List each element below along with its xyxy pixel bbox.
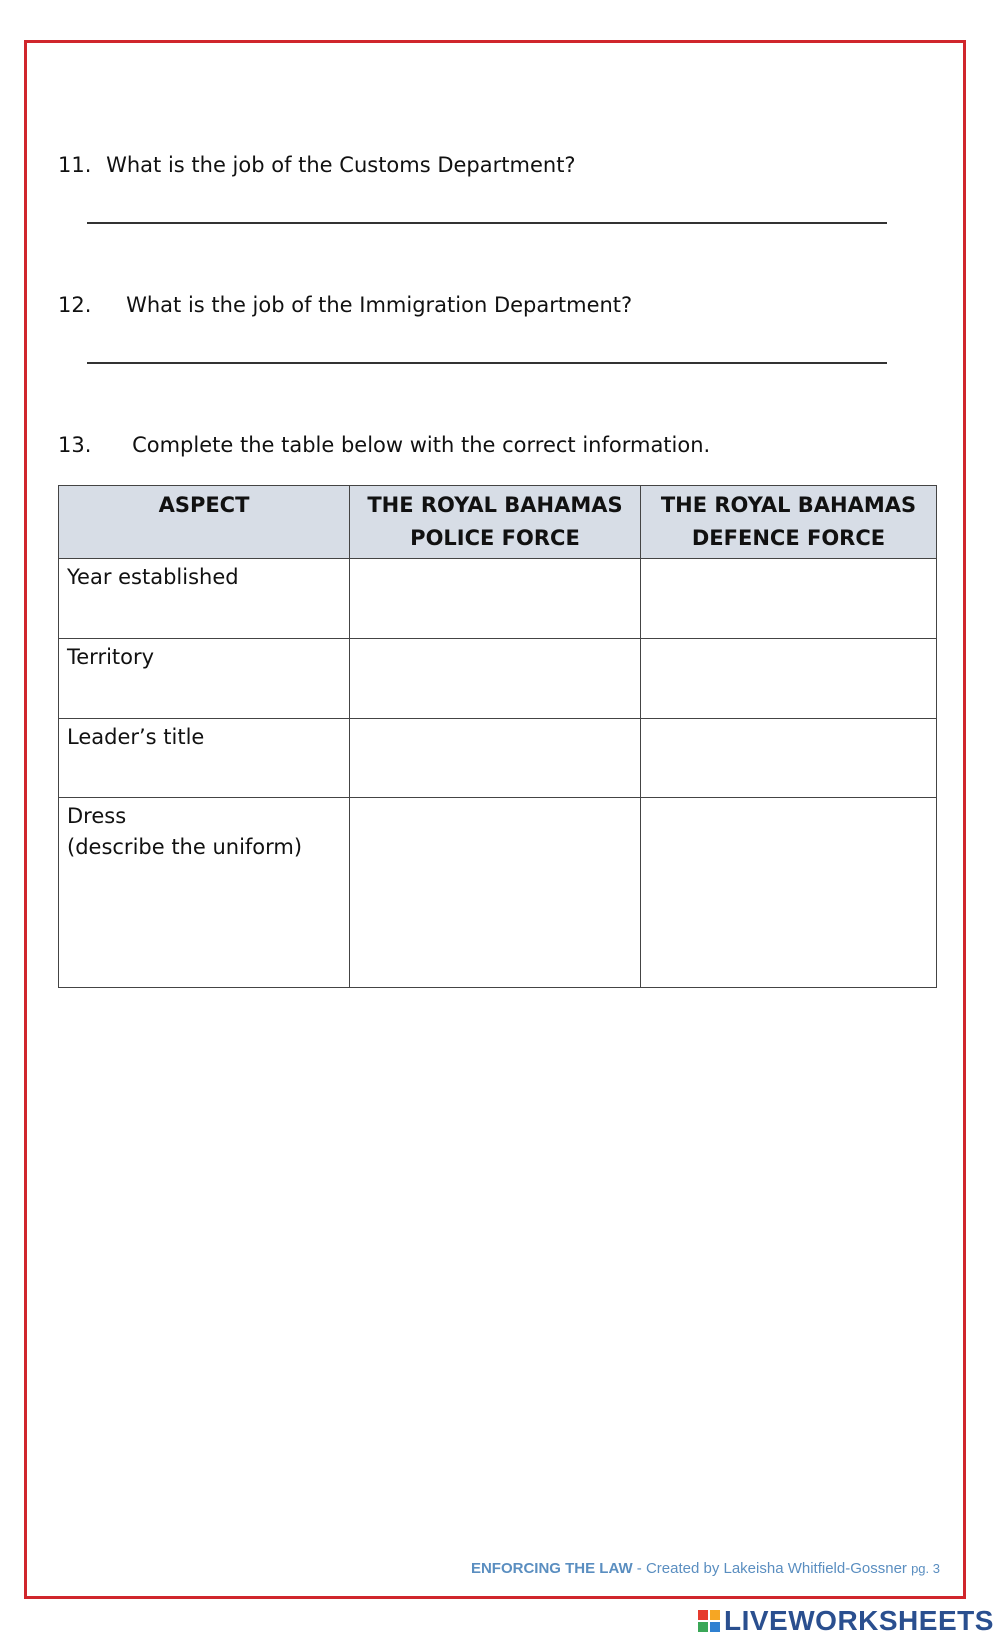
- answer-cell[interactable]: [350, 639, 641, 719]
- answer-cell[interactable]: [641, 798, 937, 988]
- table-row: [59, 559, 937, 639]
- question-text: Complete the table below with the correct information.: [132, 433, 711, 457]
- table-row: [59, 639, 937, 719]
- answer-cell[interactable]: [350, 798, 641, 988]
- brand-name: LIVEWORKSHEETS: [724, 1605, 994, 1636]
- answer-line-12[interactable]: [87, 362, 887, 364]
- row-label: [59, 798, 350, 988]
- table-row: [59, 798, 937, 988]
- question-text: What is the job of the Customs Department?: [106, 153, 576, 177]
- question-12: [58, 293, 632, 317]
- row-label-main: Dress: [67, 804, 127, 828]
- answer-cell[interactable]: [641, 559, 937, 639]
- footer-credit: - Created by Lakeisha Whitfield-Gossner: [632, 1560, 912, 1577]
- answer-cell[interactable]: [350, 719, 641, 798]
- question-number: 11.: [58, 153, 92, 177]
- liveworksheets-logo-icon: [698, 1610, 720, 1632]
- footer-page-number: pg. 3: [911, 1561, 940, 1576]
- table-header-row: [59, 486, 937, 559]
- row-label: Year established: [59, 559, 350, 639]
- answer-cell[interactable]: [641, 719, 937, 798]
- row-label: Territory: [59, 639, 350, 719]
- question-number: 12.: [58, 293, 92, 317]
- question-text: What is the job of the Immigration Department?: [126, 293, 633, 317]
- row-label: Leader’s title: [59, 719, 350, 798]
- answer-cell[interactable]: [350, 559, 641, 639]
- question-13: [58, 433, 710, 457]
- header-aspect: ASPECT: [59, 486, 350, 559]
- answer-line-11[interactable]: [87, 222, 887, 224]
- answer-cell[interactable]: [641, 639, 937, 719]
- footer-title: ENFORCING THE LAW: [470, 1560, 633, 1577]
- row-label-note: (describe the uniform): [67, 835, 303, 859]
- header-police-force: THE ROYAL BAHAMAS POLICE FORCE: [350, 486, 641, 559]
- liveworksheets-brand: [698, 1605, 994, 1637]
- question-number: 13.: [58, 433, 92, 457]
- question-11: [58, 153, 576, 177]
- page-footer: [471, 1560, 940, 1577]
- comparison-table: [58, 485, 937, 988]
- header-defence-force: THE ROYAL BAHAMAS DEFENCE FORCE: [641, 486, 937, 559]
- table-row: [59, 719, 937, 798]
